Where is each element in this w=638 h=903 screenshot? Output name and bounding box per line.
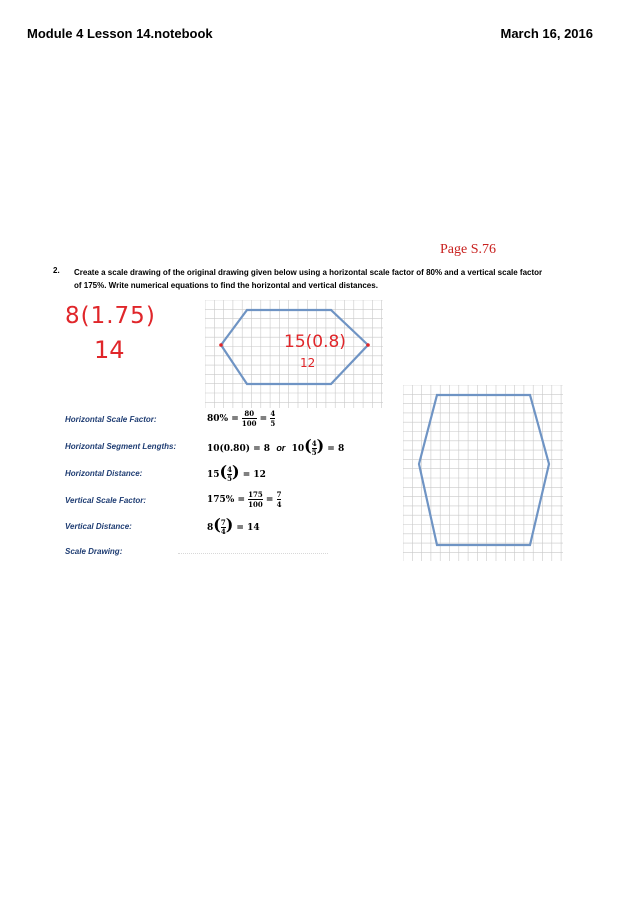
label-horizontal-segment-lengths: Horizontal Segment Lengths: bbox=[65, 442, 177, 451]
eq-horizontal-distance: 15( $\frac{4}{5}$ ) = 12 bbox=[207, 462, 266, 483]
label-horizontal-scale-factor: Horizontal Scale Factor: bbox=[65, 415, 157, 424]
vertex-marker-right bbox=[366, 343, 370, 347]
label-vertical-distance: Vertical Distance: bbox=[65, 522, 132, 531]
eq-horizontal-scale-factor: 80% = $\frac{80}{100}$ = $\frac{4}{5}$ bbox=[207, 409, 276, 428]
original-drawing bbox=[205, 300, 383, 408]
notebook-date: March 16, 2016 bbox=[500, 26, 593, 41]
page-label: Page S.76 bbox=[440, 242, 496, 257]
handwritten-calc-mid-1: 15(0.8) bbox=[284, 332, 346, 352]
handwritten-calc-left-2: 14 bbox=[94, 336, 125, 364]
scale-drawing bbox=[403, 385, 563, 561]
problem-text: Create a scale drawing of the original drawing given below using a horizontal scale factor of 80% and a vertical scale factor of 175%. Write numerical equations to find the horizontal and vertical distances. bbox=[74, 268, 543, 290]
problem-number: 2. bbox=[53, 266, 60, 275]
handwritten-calc-mid-2: 12 bbox=[300, 356, 316, 370]
scale-hexagon bbox=[419, 395, 549, 545]
notebook-title: Module 4 Lesson 14.notebook bbox=[27, 26, 213, 41]
handwritten-calc-left-1: 8(1.75) bbox=[65, 303, 156, 329]
vertex-marker-left bbox=[219, 343, 223, 347]
eq-vertical-distance: 8( $\frac{7}{4}$ ) = 14 bbox=[207, 515, 260, 536]
label-horizontal-distance: Horizontal Distance: bbox=[65, 469, 143, 478]
eq-vertical-scale-factor: 175% = $\frac{175}{100}$ = $\frac{7}{4}$ bbox=[207, 490, 282, 509]
dotted-guide bbox=[178, 553, 328, 554]
label-vertical-scale-factor: Vertical Scale Factor: bbox=[65, 496, 147, 505]
eq-horizontal-segment-lengths: 10(0.80) = 8 or 10( $\frac{4}{5}$ ) = 8 bbox=[207, 436, 345, 457]
label-scale-drawing: Scale Drawing: bbox=[65, 547, 123, 556]
